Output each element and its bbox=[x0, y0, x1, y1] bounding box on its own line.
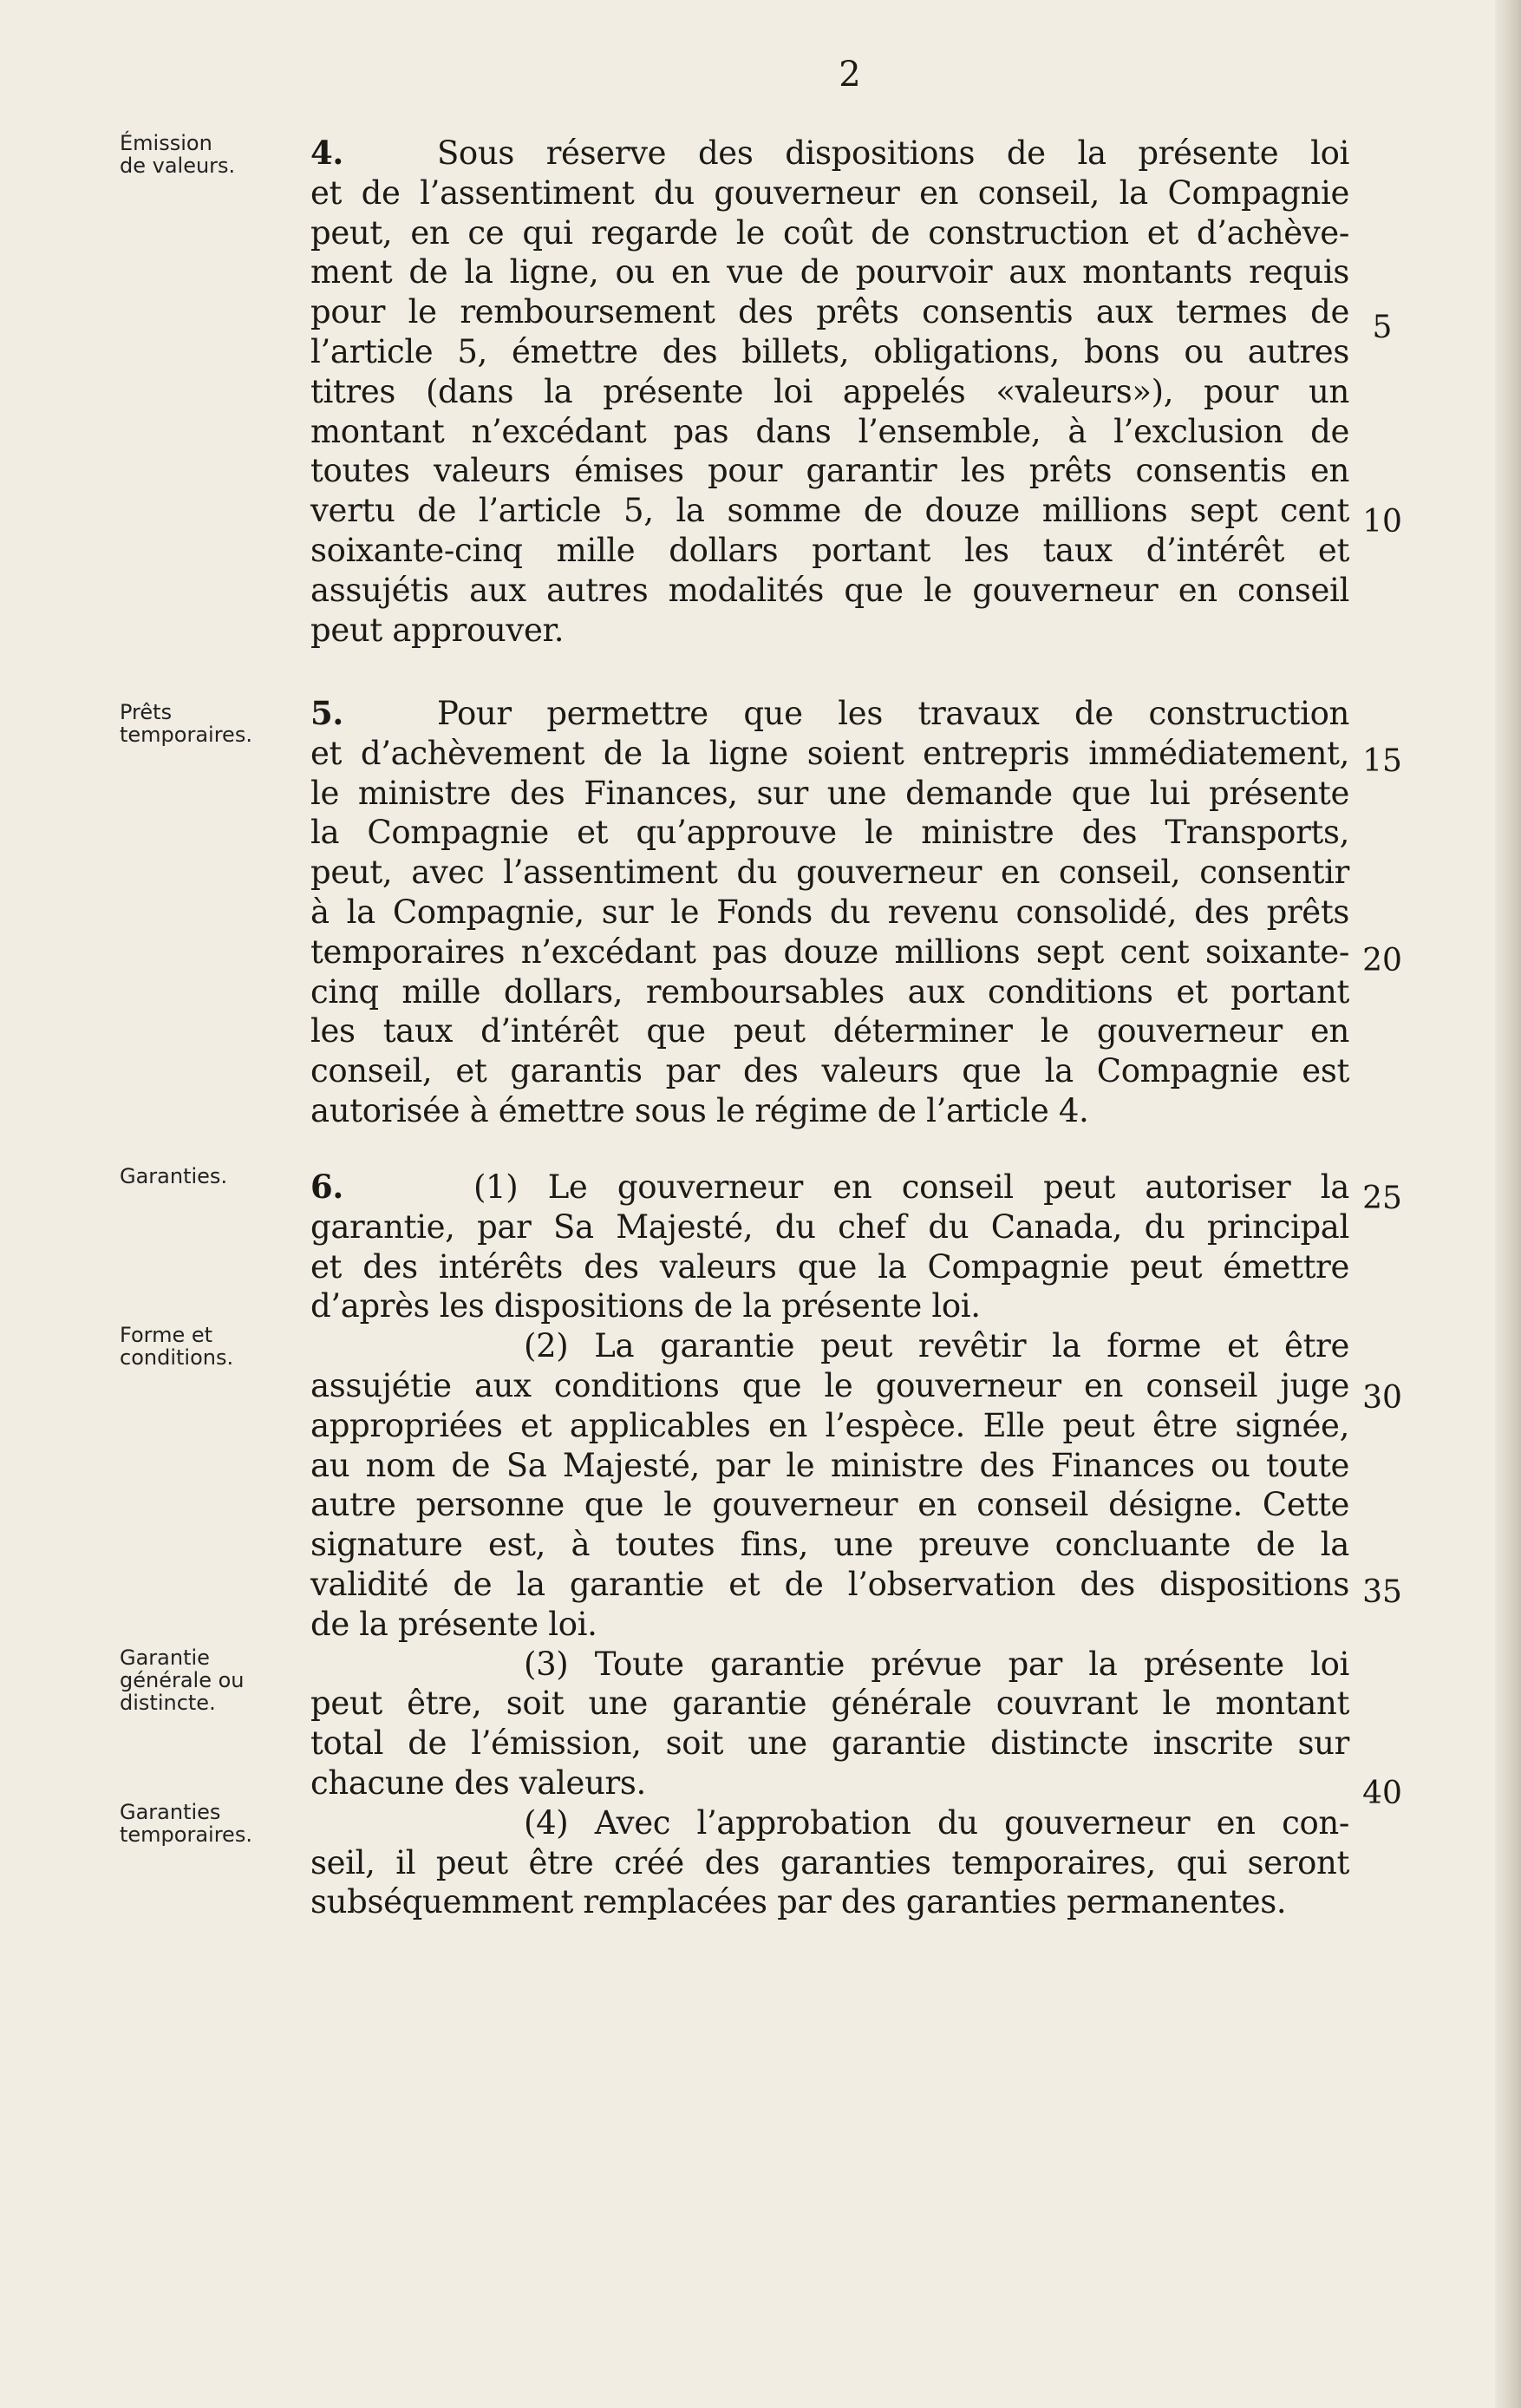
page-edge bbox=[1495, 0, 1521, 2408]
section-number: 5. bbox=[310, 694, 343, 732]
line-number-35: 35 bbox=[1362, 1574, 1402, 1610]
line-number-15: 15 bbox=[1362, 743, 1402, 779]
section-4: 4. Sous réserve des dispositions de la présente loi et de l’assentiment du gouverneur en conseil, la Compagnie peut, en ce qui regarde le coût de construction et d’achève- ment de la ligne, ou en vue de pourvoir aux montants requis pour le remboursement des prêts consentis aux termes de l’article 5, émettre des billets, obligations, bons ou autres titres (dans la présente loi appelés «valeurs»), pour un montant n’excédant pas dans l’ensemble, à l’exclusion de toutes valeurs émises pour garantir les prêts consentis en vertu de l’article 5, la somme de douze millions sept cent soixante-cinq mille dollars portant les taux d’intérêt et assujétis aux autres modalités que le gouverneur en conseil peut approuver. bbox=[310, 134, 1349, 649]
section-5: 5. Pour permettre que les travaux de construction et d’achèvement de la ligne soient entrepris immédiatement, le ministre des Finances, sur une demande que lui présente la Compagnie et qu’approuve le ministre des Transports, peut, avec l’assentiment du gouverneur en conseil, consentir à la Compagnie, sur le Fonds du revenu consolidé, des prêts temporaires n’excédant pas douze millions sept cent soixante- cinq mille dollars, remboursables aux conditions et portant les taux d’intérêt que peut déterminer le gouverneur en conseil, et garantis par des valeurs que la Compagnie est autorisée à émettre sous le régime de l’article 4. bbox=[310, 694, 1349, 1129]
section-number: 4. bbox=[310, 134, 343, 172]
page-number: 2 bbox=[839, 55, 861, 95]
margin-note-prets: Prêts temporaires. bbox=[120, 700, 252, 747]
margin-note-forme: Forme et conditions. bbox=[120, 1323, 234, 1370]
line-number-25: 25 bbox=[1362, 1181, 1402, 1216]
margin-note-garanties: Garanties. bbox=[120, 1164, 228, 1188]
section-number: 6. bbox=[310, 1168, 343, 1206]
margin-note-temporaires: Garanties temporaires. bbox=[120, 1800, 252, 1847]
subsection-2: (2) La garantie peut revêtir la forme et être bbox=[524, 1327, 1349, 1365]
section-6: 6. (1) Le gouverneur en conseil peut autoriser la garantie, par Sa Majesté, du chef du Canada, du principal et des intérêts des valeurs que la Compagnie peut émettre d’après les dispositions de la présente loi. (2) La garantie peut revêtir la forme et être assujétie aux conditions que le gouverneur en conseil juge appropriées et applicables en l’espèce. Elle peut être signée, au nom de Sa Majesté, par le ministre des Finances ou toute autre personne que le gouverneur en conseil désigne. Cette signature est, à toutes fins, une preuve concluante de la validité de la garantie et de l’observation des dispositions de la présente loi. (3) Toute garantie prévue par la présente loi peut être, soit une garantie générale couvrant le montant total de l’émission, soit une garantie distincte inscrite sur chacune des valeurs. (4) Avec l’approbation du gouverneur en con- seil, il peut être créé des garanties temporaires, qui seront subséquemment remplacées par des garanties permanentes. bbox=[310, 1168, 1349, 1921]
subsection-3: (3) Toute garantie prévue par la présente loi bbox=[524, 1645, 1349, 1683]
line-number-20: 20 bbox=[1362, 943, 1402, 978]
line-number-10: 10 bbox=[1362, 504, 1402, 540]
line-number-40: 40 bbox=[1362, 1776, 1402, 1811]
margin-note-generale: Garantie générale ou distincte. bbox=[120, 1646, 245, 1715]
subsection-4: (4) Avec l’approbation du gouverneur en con- bbox=[524, 1803, 1349, 1842]
margin-note-emission: Émission de valeurs. bbox=[120, 131, 236, 178]
line-number-5: 5 bbox=[1372, 310, 1393, 345]
line-number-30: 30 bbox=[1362, 1380, 1402, 1416]
